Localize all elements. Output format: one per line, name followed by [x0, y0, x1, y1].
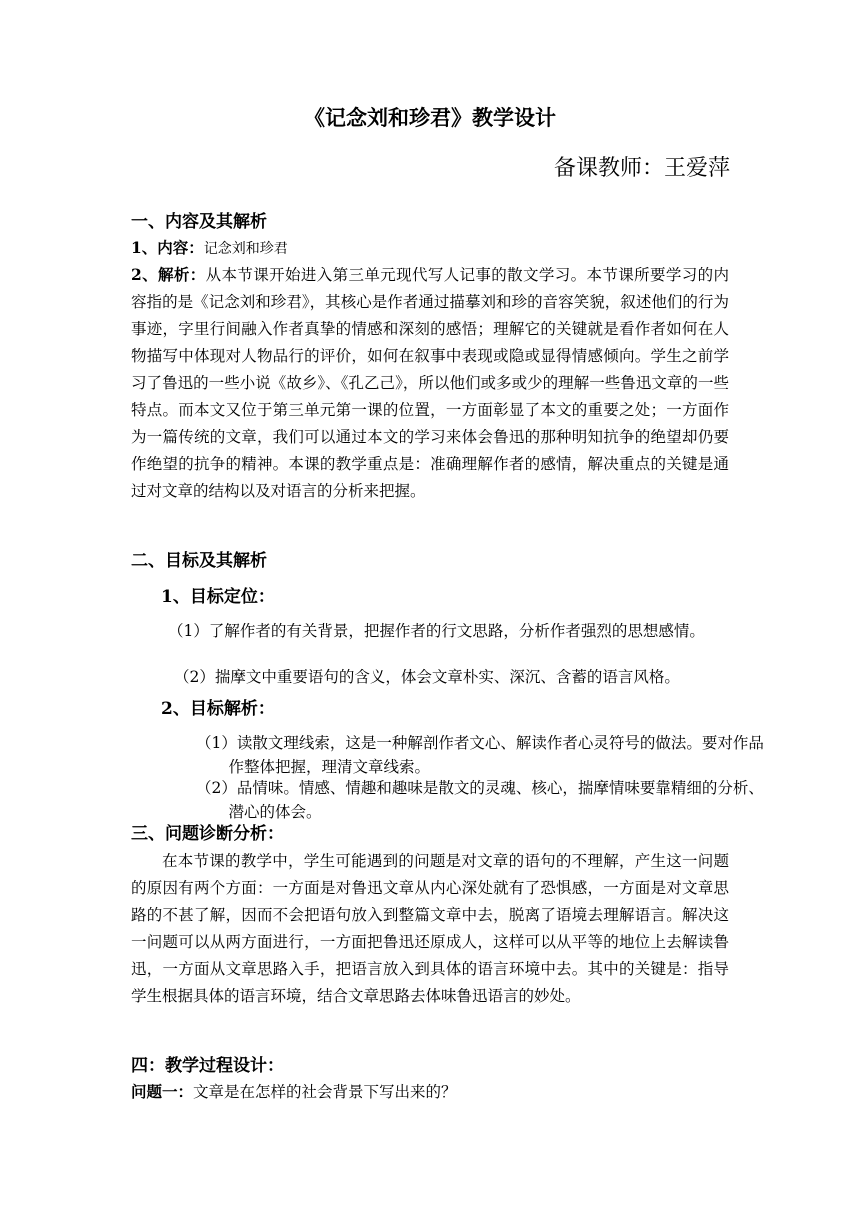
analysis-paragraph [131, 261, 729, 505]
question-1-label: 问题一： [131, 1082, 194, 1101]
section2-heading: 二、目标及其解析 [131, 551, 267, 571]
diagnosis-paragraph: 在本节课的教学中，学生可能遇到的问题是对文章的语句的不理解，产生这一问题的原因有两个方面：一方面是对鲁迅文章从内心深处就有了恐惧感，一方面是对文章思路的不甚了解，因而不会把语句放入到整篇文章中去，脱离了语境去理解语言。解决这一问题可以从两方面进行，一方面把鲁迅还原成人，这样可以从平等的地位上去解读鲁迅，一方面从文章思路入手，把语言放入到具体的语言环境中去。其中的关键是：指导学生根据具体的语言环境，结合文章思路去体味鲁迅语言的妙处。 [131, 852, 729, 1005]
section1-heading: 一、内容及其解析 [131, 212, 267, 232]
goal-heading: 1、目标定位： [161, 587, 275, 607]
goal-item-2: （2）揣摩文中重要语句的含义，体会文章朴实、深沉、含蓄的语言风格。 [174, 668, 680, 686]
document-title: 《记念刘和珍君》教学设计 [304, 105, 556, 130]
goal-analysis-item-2: （2）品情味。情感、情趣和趣味是散文的灵魂、核心，揣摩情味要靠精细的分析、潜心的体会。 [196, 779, 764, 821]
question-1-text: 文章是在怎样的社会背景下写出来的？ [193, 1083, 457, 1101]
author-line: 备课教师：王爱萍 [553, 156, 730, 181]
analysis-label: 2、解析： [131, 265, 206, 284]
section3-heading: 三、问题诊断分析： [131, 824, 284, 844]
section4-heading: 四：教学过程设计： [131, 1056, 284, 1076]
goal-analysis-heading: 2、目标解析： [161, 699, 275, 719]
goal-item-1: （1）了解作者的有关背景，把握作者的行文思路，分析作者强烈的思想感情。 [168, 622, 705, 640]
content-line [131, 236, 288, 261]
content-label: 1、内容： [131, 238, 204, 257]
content-text: 记念刘和珍君 [203, 241, 288, 257]
goal-analysis-item-1: （1）读散文理线索，这是一种解剖作者文心、解读作者心灵符号的做法。要对作品作整体把握，理清文章线索。 [196, 734, 764, 776]
analysis-text: 从本节课开始进入第三单元现代写人记事的散文学习。本节课所要学习的内容指的是《记念刘和珍君》，其核心是作者通过描摹刘和珍的音容笑貌，叙述他们的行为事迹，字里行间融入作者真挚的情感和深刻的感悟；理解它的关键就是看作者如何在人物描写中体现对人物品行的评价，如何在叙事中表现或隐或显得情感倾向。学生之前学习了鲁迅的一些小说《故乡》、《孔乙己》，所以他们或多或少的理解一些鲁迅文章的一些特点。而本文又位于第三单元第一课的位置，一方面彰显了本文的重要之处；一方面作为一篇传统的文章，我们可以通过本文的学习来体会鲁迅的那种明知抗争的绝望却仍要作绝望的抗争的精神。本课的教学重点是：准确理解作者的感情，解决重点的关键是通过对文章的结构以及对语言的分析来把握。 [131, 266, 729, 500]
question-1 [131, 1080, 457, 1104]
